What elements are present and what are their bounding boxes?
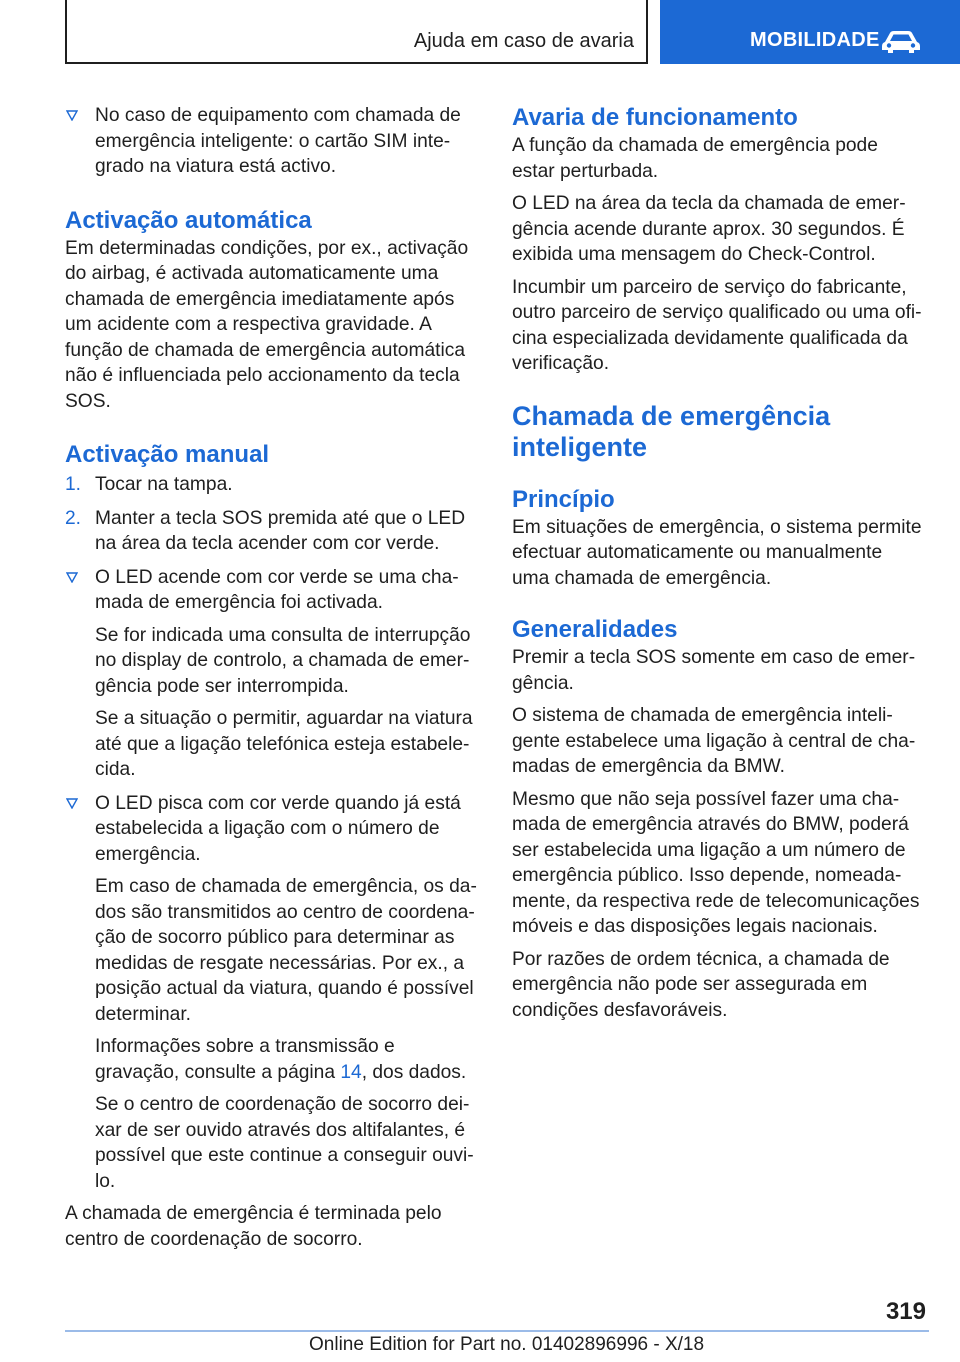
bullet-led-on — [65, 565, 477, 783]
heading-general: Generalidades — [512, 616, 678, 643]
footer-divider — [65, 1330, 929, 1332]
general-text-2: O sistema de chamada de emergência inteligente estabelece uma ligação à central de chamadas de emergência da BMW. — [512, 705, 916, 777]
triangle-bullet-icon — [66, 798, 78, 809]
triangle-bullet-icon — [66, 572, 78, 583]
step-number: 1. — [65, 474, 82, 495]
blink-note-2: Informações sobre a transmissão e gravação, consulte a página 14, dos dados. — [95, 1036, 467, 1083]
principle-text: Em situações de emergência, o sistema permite efectuar automaticamente ou manualmente uma chamada de emergência. — [512, 516, 922, 589]
triangle-bullet-icon — [66, 110, 78, 121]
car-icon — [880, 28, 922, 54]
malfunction-text-3: Incumbir um parceiro de serviço do fabricante, outro parceiro de serviço qualificado ou uma oficina especializada devidamente qualificada da verificação. — [512, 276, 922, 374]
chapter-tab[interactable] — [660, 0, 960, 64]
page-link-14[interactable]: 14 — [340, 1061, 362, 1083]
step-text: Manter a tecla SOS premida até que o LED na área da tecla acender com cor verde. — [95, 507, 466, 554]
left-column — [65, 103, 477, 1252]
general-text-3: Mesmo que não seja possível fazer uma chamada de emergência através do BMW, poderá ser estabelecida uma ligação a um número de emergência público. Isso depende, nomeadamente, da respectiva rede de telecomunicações móveis e das disposições legais nacionais. — [512, 788, 920, 937]
heading-auto-activation: Activação automática — [65, 206, 312, 234]
auto-activation-text: Em determinadas condições, por ex., activação do airbag, é activada automaticamente uma chamada de emergência imediatamente após um acidente com a respectiva gravidade. A função de chamada de emergência automática não é influenciada pelo accionamento da tecla SOS. — [65, 237, 469, 412]
heading-smart-emergency-call: Chamada de emergência inteligente — [512, 400, 831, 462]
malfunction-text-1: A função da chamada de emergência pode estar perturbada. — [512, 135, 878, 182]
heading-principle: Princípio — [512, 485, 615, 513]
section-title: Ajuda em caso de avaria — [413, 30, 634, 52]
led-on-note-1: Se for indicada uma consulta de interrupção no display de controlo, a chamada de emergência pode ser interrompida. — [95, 624, 471, 697]
blink-note-3: Se o centro de coordenação de socorro deixar de ser ouvido através dos altifalantes, é possível que este continue a conseguir ouvi-lo. — [95, 1094, 474, 1192]
heading-manual-activation: Activação manual — [65, 441, 270, 468]
bullet-sim-active — [65, 103, 477, 180]
chapter-tab-label: MOBILIDADE — [750, 29, 880, 51]
right-column — [512, 103, 924, 1023]
bullet-text: No caso de equipamento com chamada de emergência inteligente: o cartão SIM integrado na viatura está activo. — [95, 105, 461, 177]
step-2 — [65, 506, 477, 557]
blink-note-1: Em caso de chamada de emergência, os dados são transmitidos ao centro de coordenação de socorro público para determinar as medidas de resgate necessárias. Por ex., a posição actual da viatura, quando é possível determinar. — [95, 876, 477, 1025]
closing-text: A chamada de emergência é terminada pelo centro de coordenação de socorro. — [65, 1203, 442, 1250]
malfunction-text-2: O LED na área da tecla da chamada de emergência acende durante aprox. 30 segundos. É exibida uma mensagem do Check-Control. — [512, 193, 906, 265]
bullet-led-blink — [65, 791, 477, 1195]
page-number: 319 — [885, 1298, 926, 1325]
bullet-text: O LED pisca com cor verde quando já está estabelecida a ligação com o número de emergência. — [95, 792, 461, 865]
step-1 — [65, 472, 477, 498]
header-frame — [65, 0, 648, 64]
bullet-text: O LED acende com cor verde se uma chamada de emergência foi activada. — [95, 566, 459, 613]
heading-malfunction: Avaria de funcionamento — [512, 104, 798, 131]
general-text-1: Premir a tecla SOS somente em caso de emergência. — [512, 647, 916, 694]
step-number: 2. — [65, 507, 82, 529]
step-text: Tocar na tampa. — [95, 474, 233, 495]
general-text-4: Por razões de ordem técnica, a chamada de emergência não pode ser assegurada em condições desfavoráveis. — [512, 948, 890, 1021]
led-on-note-2: Se a situação o permitir, aguardar na viatura até que a ligação telefónica esteja estabelecida. — [95, 708, 473, 780]
edition-text: Online Edition for Part no. 01402896996 - X/18 — [309, 1334, 705, 1355]
